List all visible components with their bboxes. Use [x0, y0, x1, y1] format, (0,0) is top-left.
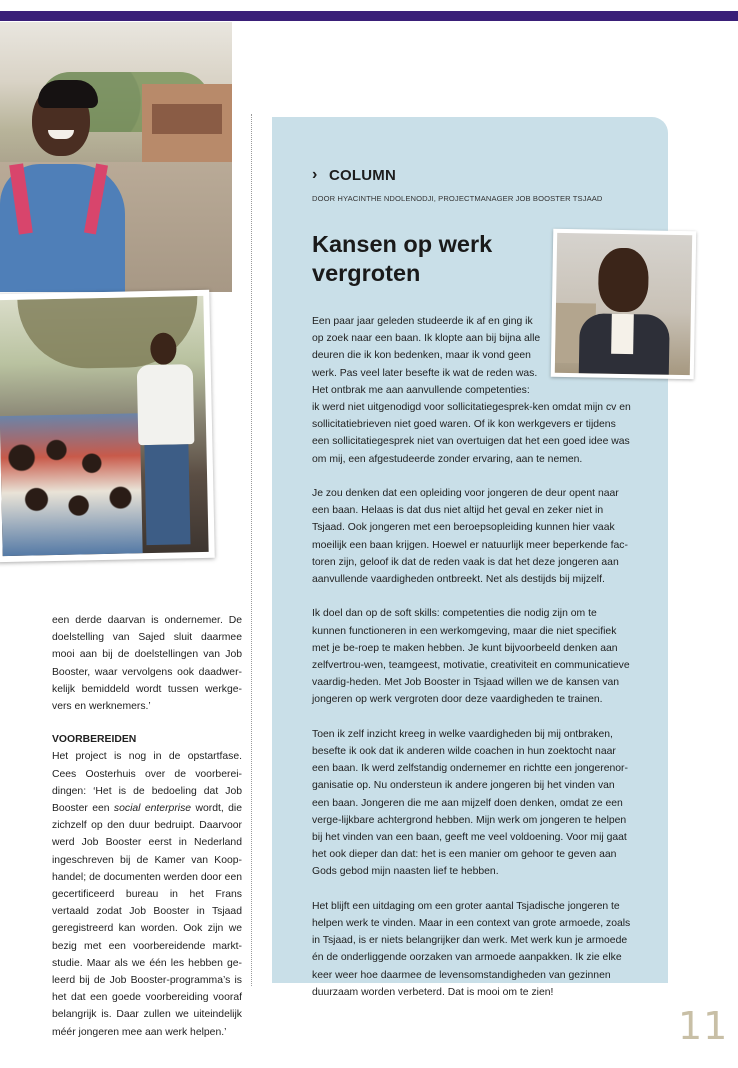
column-paragraph: Ik doel dan op de soft skills: competenties die nodig zijn om te kunnen functioneren in een werkomgeving, maar die niet specifiek met je be-roep te maken hebben. Je kunt bijvoorbeeld denken aan zelfvertrou-wen, teamgeest, motivatie, creativiteit en communicatieve vaardig-heden. Met Job Booster in Tsjaad willen we de kansen van jongeren op werk vergroten door deze vaardigheden te trainen. [312, 608, 630, 706]
photo-group-meeting [0, 290, 215, 563]
chevron-right-icon: › [312, 166, 318, 183]
column-paragraph: Het blijft een uitdaging om een groter aantal Tsjadische jongeren te helpen werk te vinden. Maar in een context van grote armoede, zoals in Tsjaad, is er niets belangrijker dan werk. Met werk kun je armoede én de onderliggende oorzaken van armoede aanpakken. Ik zie elke keer weer hoe daarmee de levensomstandigheden van gezinnen duurzaam worden verbeterd. Dat is mooi om te zien! [312, 900, 631, 998]
column-paragraph: ik werd niet uitgenodigd voor sollicitatiegesprek-ken omdat mijn cv en sollicitatiebrieven niet goed waren. Of ik kon werkgevers er tijdens een sollicitatiegesprek niet van overtuigen dat het een goed idee was om mij, een afgestudeerde zonder ervaring, aan te nemen. [312, 402, 631, 465]
column-paragraph: Een paar jaar geleden studeerde ik af en ging ik op zoek naar een baan. Ik klopte aan bij bijna alle deuren die ik kon bedenken, maar ik vond geen werk. Pas veel later besefte ik wat de reden was. Het ontbrak me aan aanvullende competenties: [312, 316, 541, 396]
left-article-column [52, 612, 242, 1041]
top-color-bar [0, 11, 738, 21]
column-divider [251, 114, 252, 986]
column-label: COLUMN [329, 167, 397, 184]
left-intro-paragraph: een derde daarvan is ondernemer. De doelstelling van Sajed sluit daarmee mooi aan bij de doelstellingen van Job Booster, waar vervolgens ook daadwer-kelijk bemiddeld wordt tussen werkge-vers en werknemers.’ [52, 615, 242, 713]
column-paragraph: Toen ik zelf inzicht kreeg in welke vaardigheden bij mij ontbraken, besefte ik ook dat ik anderen wilde coachen in hun zoektocht naar een baan. Ik werd zelfstandig ondernemer en richtte een jongerenor-ganisatie op. Nu ondersteun ik andere jongeren bij het vinden van een baan. Jongeren die me aan mijzelf doen denken, omdat ze een verge-lijkbare achtergrond hebben. Mijn werk om jongeren te helpen bij het vinden van een baan, geeft me veel voldoening. Voor mij gaat het ook dieper dan dat: het is een manier om gehoor te geven aan Gods gebod mijn naasten lief te hebben. [312, 728, 628, 878]
photo-smiling-woman [0, 22, 232, 292]
column-paragraph: Je zou denken dat een opleiding voor jongeren de deur opent naar een baan. Helaas is dat dus niet altijd het geval en zeker niet in Tsjaad. Ook jongeren met een beroepsopleiding kunnen hier vaak moeilijk een baan krijgen. Hoewel er natuurlijk meer beperkende fac-toren zijn, geloof ik dat de reden vaak is dat het deze jongeren aan aanvullende vaardigheden ontbreekt. Net als destijds bij mijzelf. [312, 488, 628, 586]
left-body-paragraph: Het project is nog in de opstartfase. Cees Oosterhuis over de voorberei-dingen: ‘Het is de bedoeling dat Job Booster een social enterprise wordt, die zichzelf op den duur bedruipt. Daarvoor werd Job Booster eerst in Nederland ingeschreven bij de Kamer van Koop-handel; de documenten werden door een gecertificeerd bureau in het Frans vertaald zodat Job Booster in Tsjaad geregistreerd kan worden. Ook zijn we bezig met een voorbereidende markt-studie. Maar als we één les hebben ge-leerd bij de Job Booster-programma’s is het dat een goede voorbereiding vooraf belangrijk is. Daar zullen we uiteindelijk méér jongeren mee aan werk helpen.’ [52, 751, 243, 1038]
section-heading: VOORBEREIDEN [52, 734, 137, 746]
column-title: Kansen op werk vergroten [312, 231, 493, 286]
column-byline: DOOR HYACINTHE NDOLENODJI, PROJECTMANAGER JOB BOOSTER TSJAAD [312, 194, 603, 203]
page-number: 11 [678, 1004, 729, 1048]
emphasis-text: social enterprise [113, 803, 192, 815]
column-body [312, 313, 632, 1018]
